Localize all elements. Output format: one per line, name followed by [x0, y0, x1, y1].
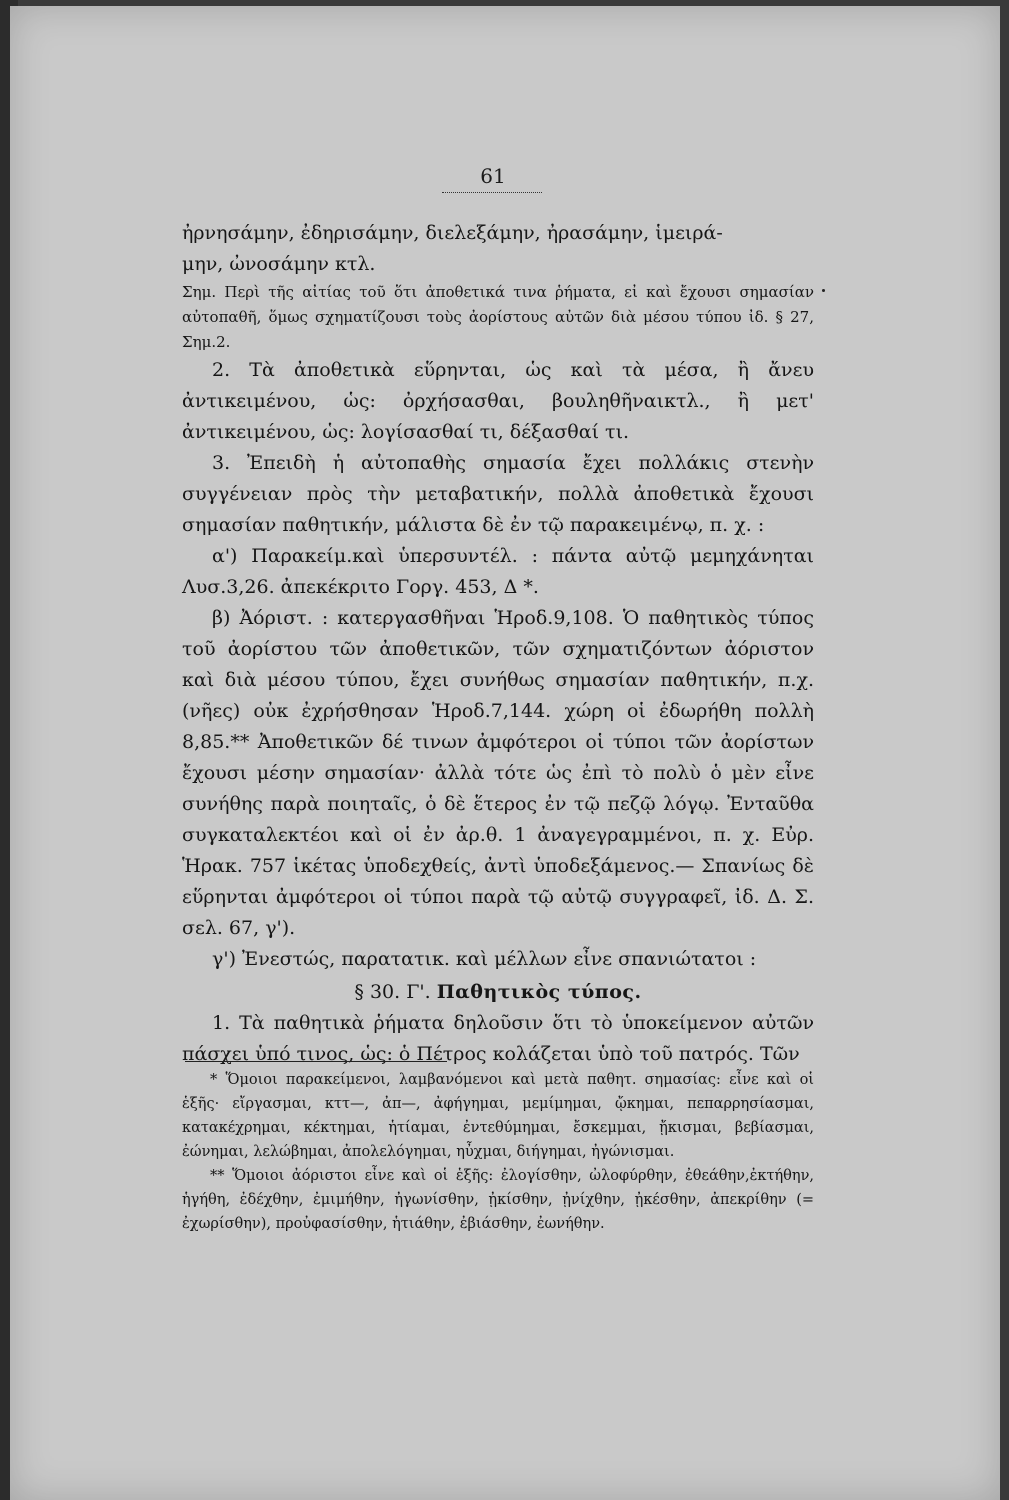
page-number: 61 [480, 164, 506, 188]
paragraph-passive-1: 1. Τὰ παθητικὰ ῥήματα δηλοῦσιν ὅτι τὸ ὑποκείμενον αὐτῶν πάσχει ὑπό τινος, ὡς: ὁ Πέτρος κολάζεται ὑπὸ τοῦ πατρός. Τῶν [182, 1012, 814, 1065]
body-text [182, 218, 814, 1070]
text-line-1: ἠρνησάμην, ἐδηρισάμην, διελεξάμην, ἠρασάμην, ἱμειρά- [182, 222, 723, 244]
header-rule [442, 192, 542, 193]
paragraph-alpha: α') Παρακείμ.καὶ ὑπερσυντέλ. : πάντα αὐτῷ μεμηχάνηται Λυσ.3,26. ἀπεκέκριτο Γοργ. 453, Δ *. [182, 545, 814, 598]
section-heading-title: Παθητικὸς τύπος. [436, 981, 642, 1003]
paragraph-2: 2. Τὰ ἀποθετικὰ εὕρηνται, ὡς καὶ τὰ μέσα, ἢ ἄνευ ἀντικειμένου, ὡς: ὀρχήσασθαι, βουληθῆναικτλ., ἢ μετ' ἀντικειμένου, ὡς: λογίσασθαί τι, δέξασθαί τι. [182, 359, 814, 443]
book-page [10, 6, 1000, 1500]
section-heading [182, 977, 814, 1008]
section-heading-number: § 30. Γ'. [354, 981, 431, 1003]
speck-mark [822, 289, 825, 292]
text-line-2: μην, ὠνοσάμην κτλ. [182, 253, 376, 275]
note-paragraph: Σημ. Περὶ τῆς αἰτίας τοῦ ὅτι ἀποθετικά τινα ῥήματα, εἰ καὶ ἔχουσι σημασίαν αὐτοπαθῆ, ὅμως σχηματίζουσι τοὺς ἀορίστους αὐτῶν διὰ μέσου τύπου ἰδ. § 27, Σημ.2. [182, 283, 814, 351]
footnotes [182, 1068, 814, 1236]
paragraph-beta: β) Ἀόριστ. : κατεργασθῆναι Ἡροδ.9,108. Ὁ παθητικὸς τύπος τοῦ ἀορίστου τῶν ἀποθετικῶν, τῶν σχηματιζόντων ἀόριστον καὶ διὰ μέσου τύπου, ἔχει συνήθως σημασίαν παθητικήν, π.χ. (νῆες) οὐκ ἐχρήσθησαν Ἡροδ.7,144. χώρη οἱ ἐδωρήθη πολλὴ 8,85.** Ἀποθετικῶν δέ τινων ἀμφότεροι οἱ τύποι τῶν ἀορίστων ἔχουσι μέσην σημασίαν· ἀλλὰ τότε ὡς ἐπὶ τὸ πολὺ ὁ μὲν εἶνε συνήθης παρὰ ποιηταῖς, ὁ δὲ ἕτερος ἐν τῷ πεζῷ λόγῳ. Ἐνταῦθα συγκαταλεκτέοι καὶ οἱ ἐν ἀρ.θ. 1 ἀναγεγραμμένοι, π. χ. Εὐρ. Ἡρακ. 757 ἱκέτας ὑποδεχθείς, ἀντὶ ὑποδεξάμενος.— Σπανίως δὲ εὕρηνται ἀμφότεροι οἱ τύποι παρὰ τῷ αὐτῷ συγγραφεῖ, ἰδ. Δ. Σ. σελ. 67, γ'). [182, 607, 814, 939]
footnote-rule [185, 1061, 447, 1062]
footnote-1: * Ὅμοιοι παρακείμενοι, λαμβανόμενοι καὶ μετὰ παθητ. σημασίας: εἶνε καὶ οἱ ἑξῆς· εἴργασμαι, κττ—, ἀπ—, ἀφήγημαι, μεμίμημαι, ᾤκημαι, πεπαρρησίασμαι, κατακέχρημαι, κέκτημαι, ἡτίαμαι, ἐντεθύμημαι, ἔσκεμμαι, ᾔκισμαι, βεβίασμαι, ἐώνημαι, λελώβημαι, ἀπολελόγημαι, ηὖχμαι, διήγημαι, ἠγώνισμαι. [182, 1072, 814, 1160]
paragraph-gamma: γ') Ἐνεστώς, παρατατικ. καὶ μέλλων εἶνε σπανιώτατοι : [212, 948, 757, 970]
paragraph-3: 3. Ἐπειδὴ ἡ αὐτοπαθὴς σημασία ἔχει πολλάκις στενὴν συγγένειαν πρὸς τὴν μεταβατικήν, πολλὰ ἀποθετικὰ ἔχουσι σημασίαν παθητικήν, μάλιστα δὲ ἐν τῷ παρακειμένῳ, π. χ. : [182, 452, 814, 536]
footnote-2: ** Ὅμοιοι ἀόριστοι εἶνε καὶ οἱ ἑξῆς: ἐλογίσθην, ὠλοφύρθην, ἐθεάθην,ἐκτήθην, ἡγήθη, ἐδέχθην, ἐμιμήθην, ἠγωνίσθην, ᾐκίσθην, ᾐνίχθην, ᾐκέσθην, ἀπεκρίθην (= ἐχωρίσθην), προὐφασίσθην, ἡτιάθην, ἐβιάσθην, ἐωνήθην. [182, 1168, 814, 1232]
